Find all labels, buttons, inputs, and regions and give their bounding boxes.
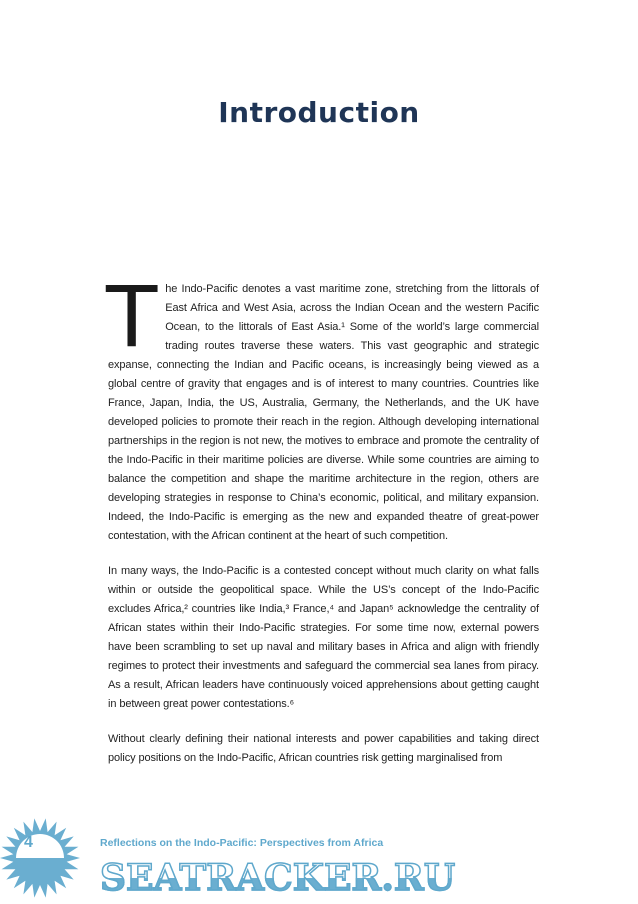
running-footer: Reflections on the Indo-Pacific: Perspectives from Africa: [100, 837, 384, 849]
paragraph-1-text: he Indo-Pacific denotes a vast maritime zone, stretching from the littorals of East Africa and West Asia, across the Indian Ocean and the western Pacific Ocean, to the littorals of East Asia.¹ Some of the world’s large commercial trading routes traverse these waters. This vast geographic and strategic expanse, connecting the Indian and Pacific oceans, is increasingly being viewed as a global centre of gravity that engages and is of interest to many countries. Countries like France, Japan, India, the US, Australia, Germany, the Netherlands, and the UK have developed policies to promote their reach in the region. Although developing international partnerships in the region is not new, the motives to embrace and promote the centrality of the Indo-Pacific in their maritime policies are diverse. While some countries are aiming to balance the competition and shape the maritime architecture in the region, others are developing strategies in response to China’s economic, political, and military expansion. Indeed, the Indo-Pacific is emerging as the new and expanded theatre of great-power contestation, with the African continent at the heart of such competition.: [108, 283, 539, 542]
body-text: [106, 268, 539, 784]
watermark-text: SEATRACKER.RU: [100, 857, 456, 899]
watermark-sun-icon: [0, 812, 80, 904]
page-number: 4: [24, 834, 33, 851]
page-title: Introduction: [218, 96, 420, 129]
paragraph-1: [106, 268, 539, 546]
paragraph-2: In many ways, the Indo-Pacific is a contested concept without much clarity on what falls within or outside the geopolitical space. While the US’s concept of the Indo-Pacific excludes Africa,² countries like India,³ France,⁴ and Japan⁵ acknowledge the centrality of African states within their Indo-Pacific strategies. For some time now, external powers have been scrambling to set up naval and military bases in Africa and align with friendly regimes to protect their investments and safeguard the commercial sea lanes from piracy. As a result, African leaders have continuously voiced apprehensions about getting caught in between great power contestations.⁶: [108, 565, 539, 710]
drop-cap: T: [106, 268, 158, 366]
paragraph-3: Without clearly defining their national interests and power capabilities and taking direct policy positions on the Indo-Pacific, African countries risk getting marginalised from: [108, 733, 539, 764]
